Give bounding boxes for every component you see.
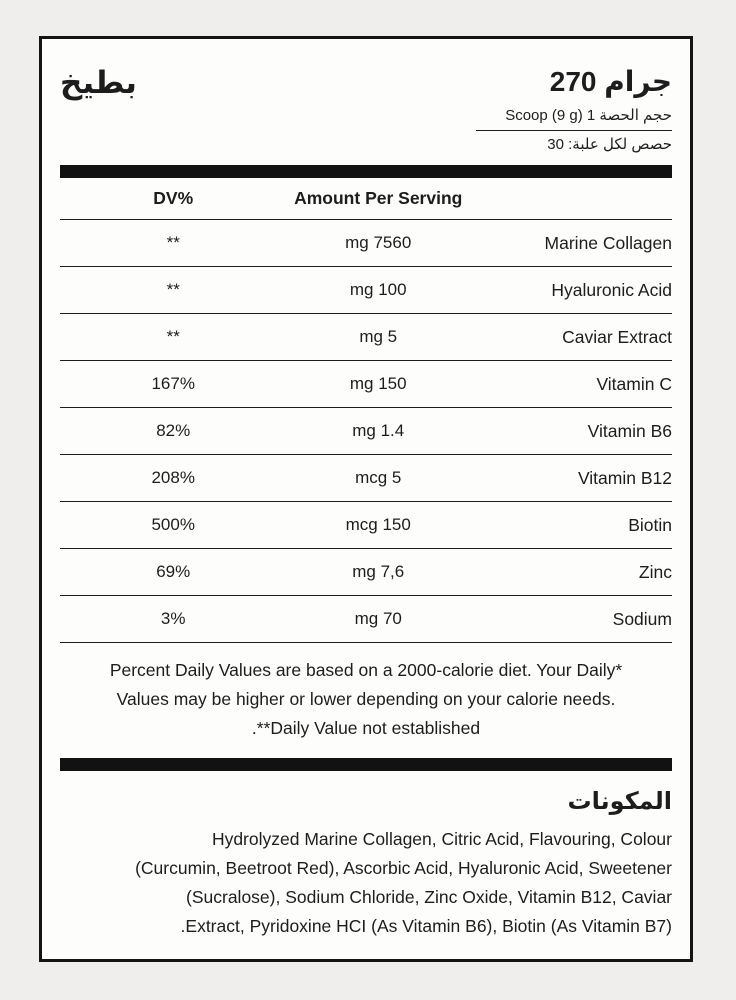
dv-value: 69%	[156, 562, 191, 581]
dv-value: **	[166, 327, 180, 346]
footnote-line: Percent Daily Values are based on a 2000-calorie diet. Your Daily*	[109, 660, 623, 680]
nutrient-name: Vitamin B6	[587, 420, 672, 441]
table-row	[60, 549, 672, 595]
amount-value: mg 7,6	[352, 562, 405, 581]
amount-value: mg 150	[349, 374, 407, 393]
table-row	[60, 408, 672, 454]
table-row	[60, 455, 672, 501]
ingredient-line: (Curcumin, Beetroot Red), Ascorbic Acid, Hyaluronic Acid, Sweetener	[135, 858, 672, 878]
table-header-row	[60, 178, 672, 219]
amount-value: mg 100	[349, 280, 407, 299]
ingredients-title: المكونات	[567, 788, 672, 815]
footnote-line: .**Daily Value not established	[251, 718, 481, 738]
serving-info	[60, 105, 672, 156]
amount-value: mg 1.4	[352, 421, 405, 440]
dv-value: 208%	[151, 468, 195, 487]
dv-value: 82%	[156, 421, 191, 440]
table-row	[60, 267, 672, 313]
nutrition-facts-panel	[39, 36, 693, 962]
table-row	[60, 220, 672, 266]
amount-value: mg 7560	[345, 233, 412, 252]
nutrient-name: Vitamin C	[596, 373, 672, 394]
nutrient-name: Hyaluronic Acid	[551, 279, 672, 300]
dv-value: **	[166, 233, 180, 252]
nutrient-name: Biotin	[628, 514, 672, 535]
dv-value: 167%	[151, 374, 195, 393]
dv-column-header: DV%	[153, 188, 194, 208]
facts-table	[60, 178, 672, 643]
table-row	[60, 361, 672, 407]
net-weight: 270 جرام	[549, 66, 672, 97]
serving-divider	[476, 130, 672, 131]
title-bar	[60, 65, 672, 101]
amount-value: mcg 5	[355, 468, 402, 487]
ingredients-text	[60, 825, 672, 941]
nutrient-name: Zinc	[638, 561, 672, 582]
serving-size-text: حجم الحصة 1 Scoop (9 g)‎	[505, 107, 672, 124]
nutrient-name: Marine Collagen	[544, 232, 672, 253]
table-row	[60, 314, 672, 360]
amount-column-header: Amount Per Serving	[294, 188, 463, 208]
table-row	[60, 596, 672, 642]
nutrient-name: Sodium	[612, 608, 672, 629]
dv-value: **	[166, 280, 180, 299]
top-thick-divider	[60, 165, 672, 178]
ingredient-line: (Sucralose), Sodium Chloride, Zinc Oxide, Vitamin B12, Caviar	[186, 887, 672, 907]
nutrient-name: Vitamin B12	[577, 467, 672, 488]
nutrient-name: Caviar Extract	[562, 326, 672, 347]
daily-value-footnote	[60, 643, 672, 758]
amount-value: mg 70	[354, 609, 402, 628]
flavor-name: بطيخ	[60, 65, 137, 100]
dv-value: 3%	[160, 609, 186, 628]
footnote-line: Values may be higher or lower depending on your calorie needs.	[116, 689, 616, 709]
servings-per-container-text: حصص لكل علبة: 30	[547, 136, 672, 153]
dv-value: 500%	[151, 515, 195, 534]
ingredient-line: Hydrolyzed Marine Collagen, Citric Acid, Flavouring, Colour	[211, 829, 672, 849]
ingredients-thick-divider	[60, 758, 672, 771]
ingredient-line: .Extract, Pyridoxine HCI (As Vitamin B6), Biotin (As Vitamin B7)	[180, 916, 672, 936]
table-row	[60, 502, 672, 548]
amount-value: mg 5	[359, 327, 398, 346]
amount-value: mcg 150	[345, 515, 411, 534]
